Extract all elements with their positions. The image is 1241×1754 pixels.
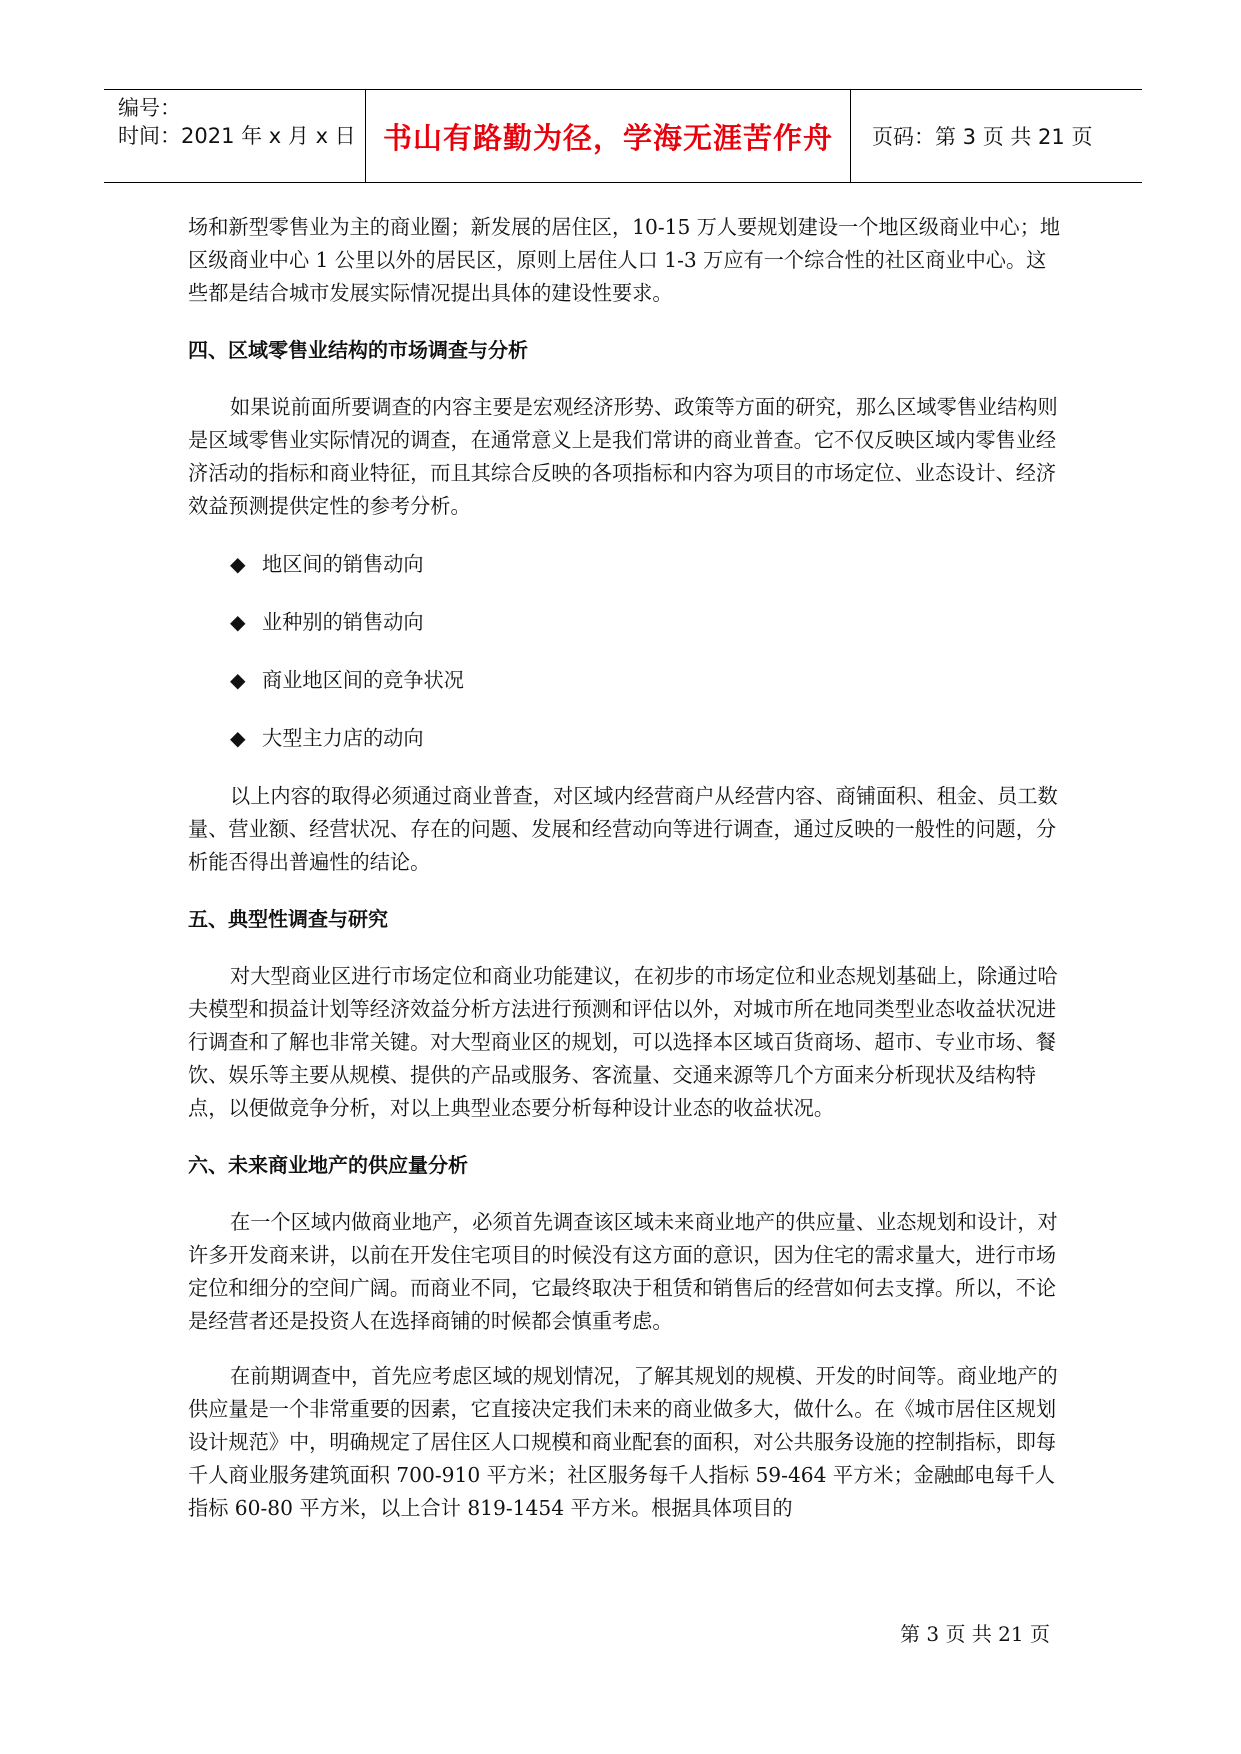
diamond-bullet-icon: ◆: [230, 610, 246, 634]
header-motto: 书山有路勤为径，学海无涯苦作舟: [366, 90, 851, 182]
section-heading-4: 四、区域零售业结构的市场调查与分析: [188, 338, 528, 362]
diamond-bullet-icon: ◆: [230, 726, 246, 750]
page-footer: 第 3 页 共 21 页: [900, 1622, 1050, 1646]
paragraph: 如果说前面所要调查的内容主要是宏观经济形势、政策等方面的研究，那么区域零售业结构则是区域零售业实际情况的调查，在通常意义上是我们常讲的商业普查。它不仅反映区域内零售业经济活动的指标和商业特征，而且其综合反映的各项指标和内容为项目的市场定位、业态设计、经济效益预测提供定性的参考分析。: [188, 395, 1058, 518]
bullet-text: 地区间的销售动向: [262, 552, 424, 576]
section-heading-5: 五、典型性调查与研究: [188, 907, 388, 931]
paragraph: 场和新型零售业为主的商业圈；新发展的居住区，10-15 万人要规划建设一个地区级商业中心；地区级商业中心 1 公里以外的居民区，原则上居住人口 1-3 万应有一个综合性的社区商业中心。这些都是结合城市发展实际情况提出具体的建设性要求。: [188, 215, 1061, 305]
diamond-bullet-icon: ◆: [230, 552, 246, 576]
doc-time-label: 时间：2021 年 x 月 x 日: [118, 124, 356, 148]
bullet-text: 业种别的销售动向: [262, 610, 424, 634]
document-body: [188, 211, 1064, 1525]
header-meta: [104, 90, 366, 182]
paragraph: 在一个区域内做商业地产，必须首先调查该区域未来商业地产的供应量、业态规划和设计，对许多开发商来讲，以前在开发住宅项目的时候没有这方面的意识，因为住宅的需求量大，进行市场定位和细分的空间广阔。而商业不同，它最终取决于租赁和销售后的经营如何去支撑。所以，不论是经营者还是投资人在选择商铺的时候都会慎重考虑。: [188, 1210, 1058, 1333]
doc-number-label: 编号：: [118, 96, 181, 120]
header-page-label: 页码：第 3 页 共 21 页: [872, 125, 1093, 149]
bullet-item: [188, 548, 1064, 581]
paragraph: 对大型商业区进行市场定位和商业功能建议，在初步的市场定位和业态规划基础上，除通过哈夫模型和损益计划等经济效益分析方法进行预测和评估以外，对城市所在地同类型业态收益状况进行调查和了解也非常关键。对大型商业区的规划，可以选择本区域百货商场、超市、专业市场、餐饮、娱乐等主要从规模、提供的产品或服务、客流量、交通来源等几个方面来分析现状及结构特点，以便做竞争分析，对以上典型业态要分析每种设计业态的收益状况。: [188, 964, 1058, 1120]
paragraph: 在前期调查中，首先应考虑区域的规划情况，了解其规划的规模、开发的时间等。商业地产的供应量是一个非常重要的因素，它直接决定我们未来的商业做多大，做什么。在《城市居住区规划设计规范》中，明确规定了居住区人口规模和商业配套的面积，对公共服务设施的控制指标，即每千人商业服务建筑面积 700-910 平方米；社区服务每千人指标 59-464 平方米；金融邮电每千人指标 60-80 平方米，以上合计 819-1454 平方米。根据具体项目的: [188, 1364, 1058, 1520]
paragraph: 以上内容的取得必须通过商业普查，对区域内经营商户从经营内容、商铺面积、租金、员工数量、营业额、经营状况、存在的问题、发展和经营动向等进行调查，通过反映的一般性的问题，分析能否得出普遍性的结论。: [188, 784, 1058, 874]
bullet-item: [188, 664, 1064, 697]
bullet-text: 商业地区间的竞争状况: [262, 668, 464, 692]
bullet-item: [188, 606, 1064, 639]
document-header: [104, 89, 1142, 183]
bullet-text: 大型主力店的动向: [262, 726, 424, 750]
section-heading-6: 六、未来商业地产的供应量分析: [188, 1153, 468, 1177]
diamond-bullet-icon: ◆: [230, 668, 246, 692]
bullet-item: [188, 722, 1064, 755]
